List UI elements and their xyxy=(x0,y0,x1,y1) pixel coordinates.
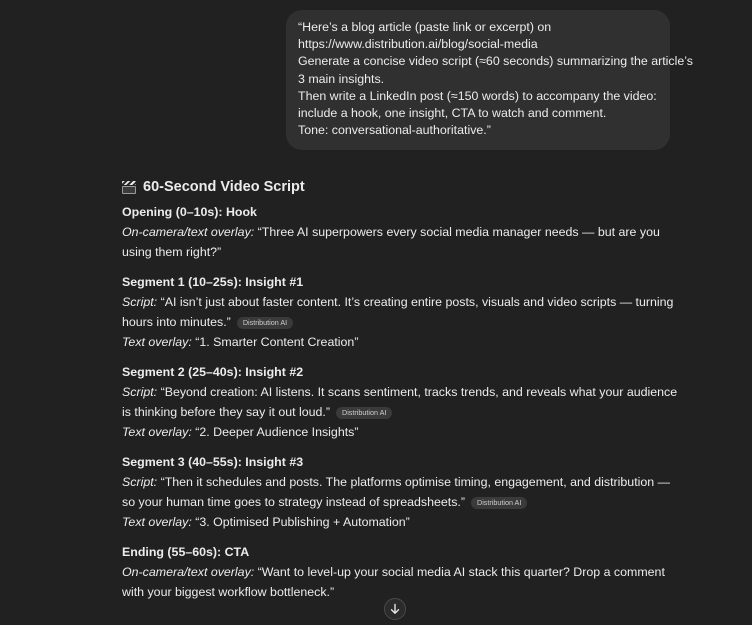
script-segment-ending xyxy=(122,542,682,602)
segment-line xyxy=(122,472,682,512)
line-label: Script: xyxy=(122,295,158,309)
segment-line xyxy=(122,292,682,332)
user-message-line: Tone: conversational-authoritative.” xyxy=(298,123,491,138)
source-citation-badge[interactable]: Distribution AI xyxy=(237,317,293,329)
response-heading xyxy=(122,176,682,198)
line-text: “Then it schedules and posts. The platforms optimise timing, engagement, and distribution — so your human time goes to strategy instead of spreadsheets.” xyxy=(122,475,670,509)
line-label: On-camera/text overlay: xyxy=(122,225,255,239)
line-label: On-camera/text overlay: xyxy=(122,565,255,579)
script-segment-2 xyxy=(122,362,682,442)
line-text: “Want to level-up your social media AI stack this quarter? Drop a comment with your biggest workflow bottleneck.” xyxy=(122,565,665,599)
segment-title: Segment 1 (10–25s): Insight #1 xyxy=(122,275,304,289)
arrow-down-icon xyxy=(389,603,401,615)
source-citation-badge[interactable]: Distribution AI xyxy=(471,497,527,509)
user-message-line: https://www.distribution.ai/blog/social-media xyxy=(298,37,538,52)
segment-title: Segment 2 (25–40s): Insight #2 xyxy=(122,365,304,379)
line-text: “AI isn’t just about faster content. It’s creating entire posts, visuals and video scripts — turning hours into minutes.” xyxy=(122,295,674,329)
user-message-line: 3 main insights. xyxy=(298,71,385,86)
user-message-line: Then write a LinkedIn post (≈150 words) to accompany the video: xyxy=(298,88,657,103)
response-heading-text: 60-Second Video Script xyxy=(143,179,305,195)
segment-line xyxy=(122,422,682,442)
segment-title: Opening (0–10s): Hook xyxy=(122,205,257,219)
user-message-line: include a hook, one insight, CTA to watch and comment. xyxy=(298,106,607,121)
segment-line xyxy=(122,332,682,352)
line-text: “2. Deeper Audience Insights” xyxy=(191,425,359,439)
line-text: “Beyond creation: AI listens. It scans sentiment, tracks trends, and reveals what your audience is thinking before they say it out loud.” xyxy=(122,385,678,419)
script-segment-1 xyxy=(122,272,682,352)
segment-line xyxy=(122,382,682,422)
line-label: Text overlay: xyxy=(122,425,192,439)
segment-title: Segment 3 (40–55s): Insight #3 xyxy=(122,455,304,469)
line-text: “Three AI superpowers every social media manager needs — but are you using them right?” xyxy=(122,225,660,259)
script-segment-opening xyxy=(122,202,682,262)
line-text: “3. Optimised Publishing + Automation” xyxy=(191,515,410,529)
segment-line xyxy=(122,222,682,262)
user-message-line: Generate a concise video script (≈60 seconds) summarizing the article’s xyxy=(298,54,693,69)
segment-line xyxy=(122,512,682,532)
line-text: “1. Smarter Content Creation” xyxy=(191,335,359,349)
script-segment-3 xyxy=(122,452,682,532)
user-message-bubble xyxy=(286,10,693,150)
user-message-line: “Here’s a blog article (paste link or excerpt) on xyxy=(298,20,552,34)
line-label: Script: xyxy=(122,385,158,399)
line-label: Text overlay: xyxy=(122,515,192,529)
source-citation-badge[interactable]: Distribution AI xyxy=(336,407,392,419)
assistant-response xyxy=(122,176,682,612)
segment-title: Ending (55–60s): CTA xyxy=(122,545,250,559)
segment-line xyxy=(122,562,682,602)
clapper-board-icon xyxy=(122,181,136,194)
line-label: Script: xyxy=(122,475,158,489)
scroll-to-bottom-button[interactable] xyxy=(384,598,406,620)
line-label: Text overlay: xyxy=(122,335,192,349)
